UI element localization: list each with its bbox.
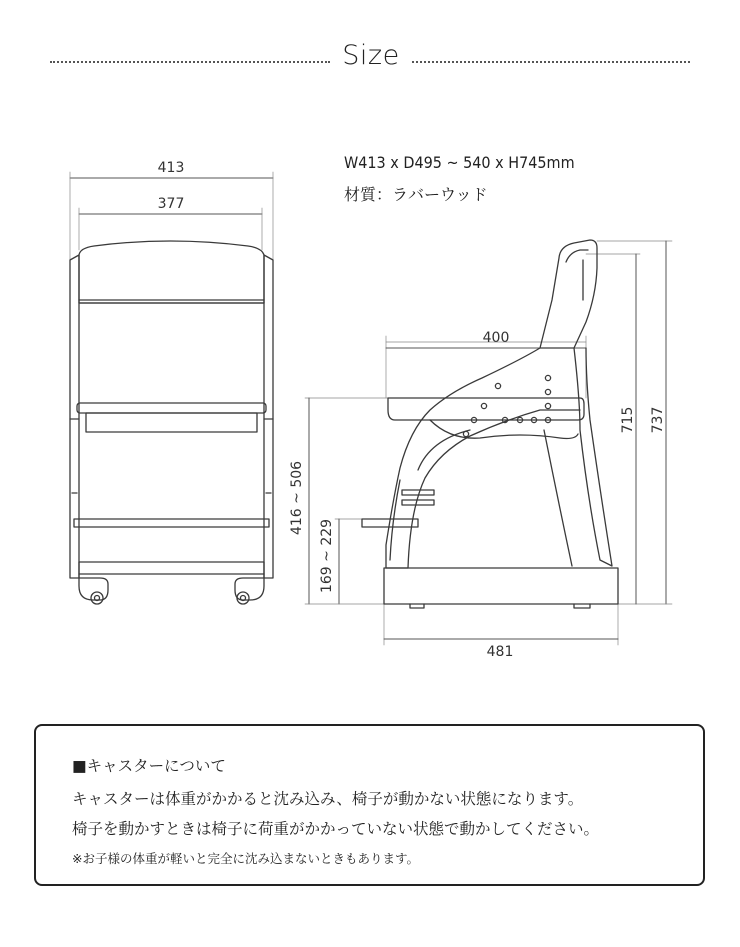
side-view-drawing: [305, 240, 672, 645]
front-view-drawing: [70, 172, 273, 604]
section-title: Size: [342, 40, 400, 71]
dim-label-back-height-outer: 737: [650, 406, 666, 434]
dim-label-footrest-height: 169 ~ 229: [319, 518, 335, 594]
dim-label-seat-height: 416 ~ 506: [289, 460, 305, 536]
dimensions-spec: W413 x D495 ~ 540 x H745mm: [344, 153, 575, 172]
caster-note-footnote: ※お子様の体重が軽いと完全に沈み込まないときもあります。: [72, 851, 419, 866]
dim-label-back-height-inner: 715: [620, 406, 636, 434]
dim-label-front-outer-width: 413: [157, 160, 185, 176]
dim-label-base-depth: 481: [486, 644, 514, 660]
caster-note-heading: ■キャスターについて: [72, 757, 226, 775]
caster-note-box: [34, 724, 705, 886]
dim-label-armrest-depth: 400: [482, 330, 510, 346]
material-spec: 材質：ラバーウッド: [344, 185, 488, 204]
caster-note-line-2: 椅子を動かすときは椅子に荷重がかかっていない状態で動かしてください。: [72, 820, 600, 838]
caster-note-line-1: キャスターは体重がかかると沈み込み、椅子が動かない状態になります。: [72, 790, 584, 808]
dim-label-front-inner-width: 377: [157, 196, 185, 212]
